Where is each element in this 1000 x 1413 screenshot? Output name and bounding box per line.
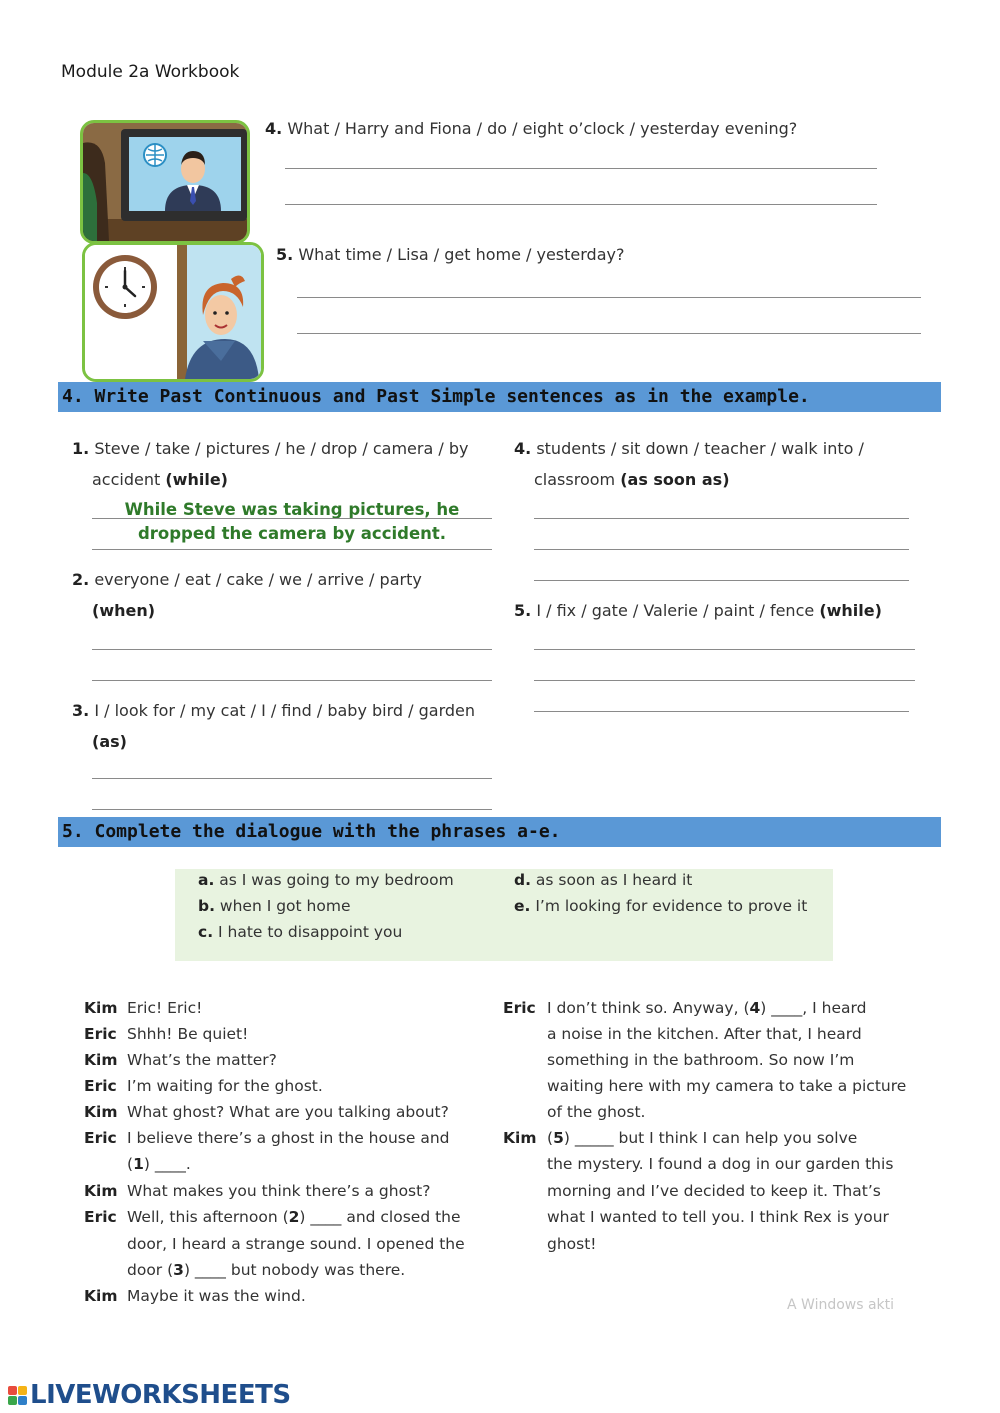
dialogue-line: ghost! [547,1235,597,1253]
blank-prefix: ( [127,1155,134,1173]
clock-woman-illustration [85,245,261,379]
blank-prefix: Well, this afternoon ( [127,1208,289,1226]
question-4 [265,119,797,138]
answer-line[interactable] [285,168,877,169]
answer-line[interactable] [92,809,492,810]
dialogue-blank-4[interactable] [547,999,866,1017]
answer-line [92,549,492,550]
speaker: Eric [503,999,536,1017]
tv-news-illustration [83,123,247,241]
blank-number: 1 [133,1155,144,1173]
item-4-prompt: students / sit down / teacher / walk into / [536,439,864,458]
blank-number: 3 [173,1261,184,1279]
phrase-e [514,897,807,915]
item-4-conjunction: (as soon as) [620,470,730,489]
phrase-letter: a. [198,871,215,889]
item-2-conjunction: (when) [92,601,156,620]
phrase-d [514,871,692,889]
exercise-item-1-line2 [92,470,228,489]
speaker: Kim [84,999,118,1017]
dialogue-line: what I wanted to tell you. I think Rex is your [547,1208,889,1226]
answer-line[interactable] [92,680,492,681]
dialogue-line: something in the bathroom. So now I’m [547,1051,855,1069]
speaker: Kim [84,1103,118,1121]
question-5 [276,245,624,264]
phrase-letter: e. [514,897,531,915]
answer-line[interactable] [92,649,492,650]
phrase-text: as soon as I heard it [535,871,693,889]
exercise-item-3-line2 [92,732,127,751]
dialogue-blank-1[interactable] [127,1155,191,1173]
blank-suffix: ) _____ but I think I can help you solve [563,1129,858,1147]
item-2-prompt: everyone / eat / cake / we / arrive / party [94,570,422,589]
answer-line[interactable] [534,549,909,550]
exercise-item-1 [72,439,468,458]
question-5-text: What time / Lisa / get home / yesterday? [298,245,625,264]
dialogue-line: I believe there’s a ghost in the house and [127,1129,450,1147]
phrase-c [198,923,402,941]
phrase-letter: d. [514,871,531,889]
logo-mark-icon [8,1386,27,1405]
dialogue-line: Eric! Eric! [127,999,203,1017]
exercise-item-2-line2 [92,601,155,620]
phrase-text: I’m looking for evidence to prove it [535,897,808,915]
question-4-number: 4. [265,119,283,138]
exercise-item-2 [72,570,422,589]
answer-line[interactable] [534,711,909,712]
example-answer-line-2: dropped the camera by accident. [137,524,447,543]
example-answer-line-1: While Steve was taking pictures, he [124,500,460,519]
item-1-prompt-cont: accident [92,470,161,489]
blank-number: 2 [288,1208,300,1226]
speaker: Eric [84,1208,117,1226]
dialogue-line: What’s the matter? [127,1051,277,1069]
dialogue-line: the mystery. I found a dog in our garden this [547,1155,894,1173]
blank-suffix: ) ____ and closed the [299,1208,461,1226]
dialogue-blank-3[interactable] [127,1261,405,1279]
blank-suffix: ) ____. [143,1155,191,1173]
dialogue-line: morning and I’ve decided to keep it. That’s [547,1182,881,1200]
exercise-item-5 [514,601,882,620]
answer-line[interactable] [534,580,909,581]
speaker: Kim [84,1182,118,1200]
dialogue-blank-5[interactable] [547,1129,857,1147]
item-5-number: 5. [514,601,532,620]
item-1-prompt: Steve / take / pictures / he / drop / camera / by [94,439,469,458]
blank-suffix: ) ____, I heard [760,999,867,1017]
example-answer [92,498,492,546]
dialogue-line: What ghost? What are you talking about? [127,1103,449,1121]
speaker: Eric [84,1077,117,1095]
phrase-text: I hate to disappoint you [218,923,403,941]
liveworksheets-logo [8,1381,291,1409]
question-5-number: 5. [276,245,294,264]
speaker: Eric [84,1129,117,1147]
dialogue-line: a noise in the kitchen. After that, I heard [547,1025,862,1043]
item-2-number: 2. [72,570,90,589]
phrase-text: as I was going to my bedroom [219,871,454,889]
blank-suffix: ) ____ but nobody was there. [183,1261,406,1279]
blank-number: 5 [553,1129,564,1147]
blank-number: 4 [749,999,761,1017]
item-4-prompt-cont: classroom [534,470,616,489]
item-5-prompt: I / fix / gate / Valerie / paint / fence [536,601,815,620]
speaker: Kim [84,1051,118,1069]
blank-prefix: I don’t think so. Anyway, ( [547,999,750,1017]
item-1-conjunction: (while) [165,470,228,489]
section-4-title: 4. Write Past Continuous and Past Simple sentences as in the example. [58,382,941,412]
logo-text: LIVEWORKSHEETS [30,1380,291,1410]
dialogue-line: of the ghost. [547,1103,646,1121]
dialogue-blank-2[interactable] [127,1208,461,1226]
dialogue-line: Shhh! Be quiet! [127,1025,249,1043]
answer-line [92,518,492,519]
item-3-number: 3. [72,701,90,720]
answer-line[interactable] [534,680,915,681]
module-title: Module 2a Workbook [61,62,240,82]
exercise-item-4 [514,439,864,458]
speaker: Eric [84,1025,117,1043]
phrase-text: when I got home [219,897,351,915]
question-4-text: What / Harry and Fiona / do / eight o’clock / yesterday evening? [287,119,798,138]
phrase-b [198,897,350,915]
answer-line[interactable] [285,204,877,205]
exercise-item-3 [72,701,475,720]
tv-news-picture [80,120,250,244]
phrase-letter: c. [198,923,214,941]
item-1-number: 1. [72,439,90,458]
dialogue-line: I’m waiting for the ghost. [127,1077,323,1095]
clock-woman-picture [82,242,264,382]
dialogue-line: waiting here with my camera to take a picture [547,1077,907,1095]
item-3-conjunction: (as) [92,732,127,751]
answer-line[interactable] [92,778,492,779]
section-5-title: 5. Complete the dialogue with the phrases a-e. [58,817,941,847]
answer-line[interactable] [534,649,915,650]
answer-line[interactable] [534,518,909,519]
item-4-number: 4. [514,439,532,458]
blank-prefix: door ( [127,1261,174,1279]
answer-line[interactable] [297,297,921,298]
item-3-prompt: I / look for / my cat / I / find / baby bird / garden [94,701,476,720]
windows-activation-watermark: A Windows akti [787,1297,895,1313]
speaker: Kim [503,1129,537,1147]
blank-prefix: ( [547,1129,554,1147]
dialogue-line: What makes you think there’s a ghost? [127,1182,431,1200]
phrase-a [198,871,454,889]
dialogue-line: door, I heard a strange sound. I opened the [127,1235,465,1253]
exercise-item-4-line2 [534,470,730,489]
dialogue-line: Maybe it was the wind. [127,1287,306,1305]
speaker: Kim [84,1287,118,1305]
phrase-letter: b. [198,897,215,915]
answer-line[interactable] [297,333,921,334]
item-5-conjunction: (while) [819,601,882,620]
